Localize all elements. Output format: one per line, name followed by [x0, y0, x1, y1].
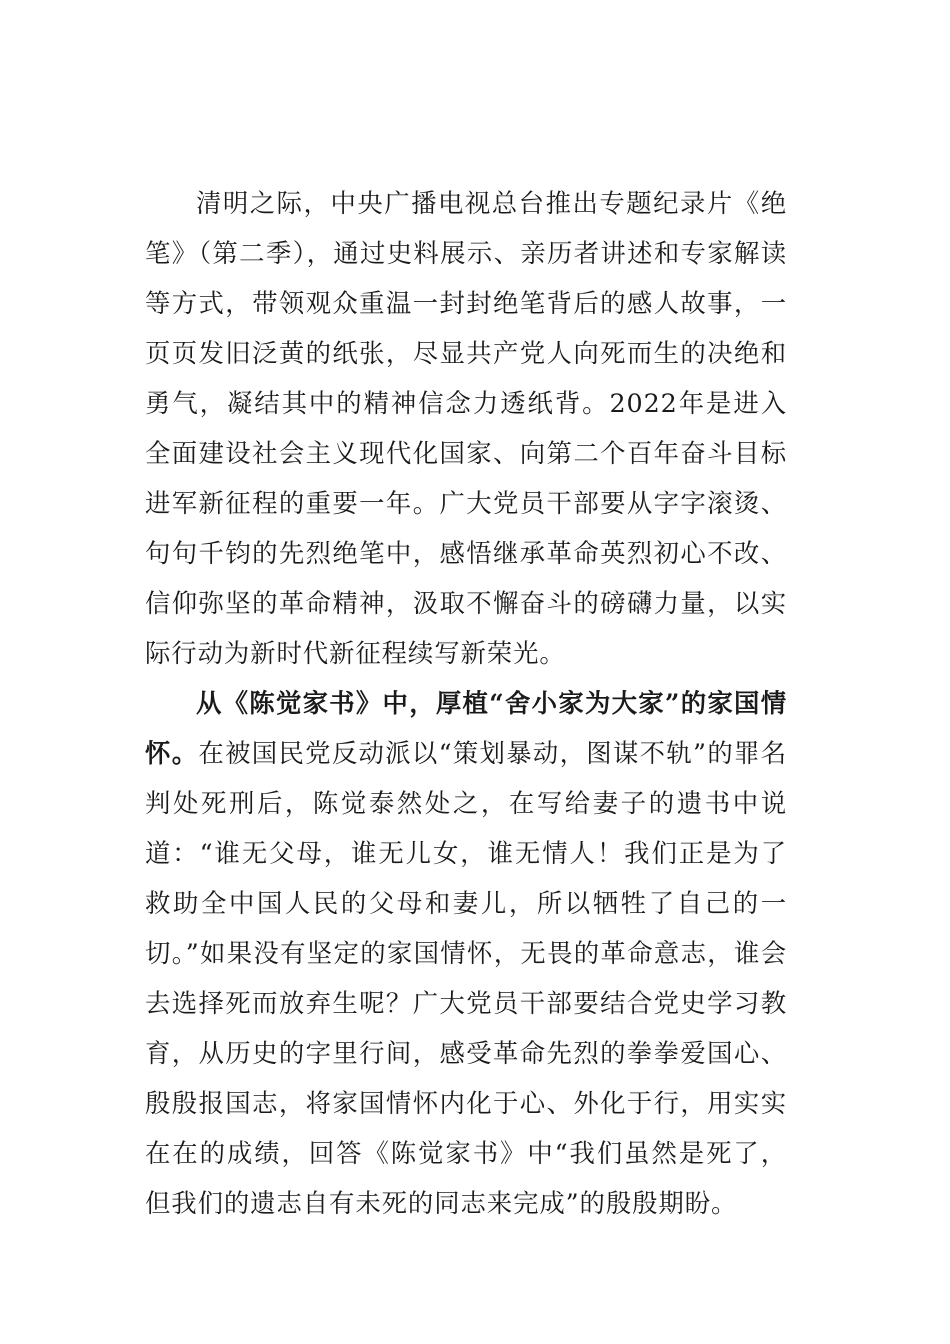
paragraph-intro: 清明之际，中央广播电视总台推出专题纪录片《绝笔》（第二季），通过史料展示、亲历者讲述和专家解读等方式，带领观众重温一封封绝笔背后的感人故事，一页页发旧泛黄的纸张，尽显共产党人向死而生的决绝和勇气，凝结其中的精神信念力透纸背。2022年是进入全面建设社会主义现代化国家、向第二个百年奋斗目标进军新征程的重要一年。广大党员干部要从字字滚烫、句句千钧的先烈绝笔中，感悟继承革命英烈初心不改、信仰弥坚的革命精神，汲取不懈奋斗的磅礴力量，以实际行动为新时代新征程续写新荣光。	[145, 188, 787, 668]
paragraph-body: 在被国民党反动派以“策划暴动，图谋不轨”的罪名判处死刑后，陈觉泰然处之，在写给妻子的遗书中说道：“谁无父母，谁无儿女，谁无情人！我们正是为了救助全中国人民的父母和妻儿，所以牺牲了自己的一切。”如果没有坚定的家国情怀，无畏的革命意志，谁会去选择死而放弃生呢？广大党员干部要结合党史学习教育，从历史的字里行间，感受革命先烈的拳拳爱国心、殷殷报国志，将家国情怀内化于心、外化于行，用实实在在的成绩，回答《陈觉家书》中“我们虽然是死了，但我们的遗志自有未死的同志来完成”的殷殷期盼。	[145, 738, 787, 1218]
paragraph-chen-jue	[145, 678, 787, 1228]
paragraph-heading: 从《陈觉家书》中，厚植“舍小家为大家”的家国情怀。	[145, 688, 787, 768]
document-body	[145, 178, 787, 1228]
